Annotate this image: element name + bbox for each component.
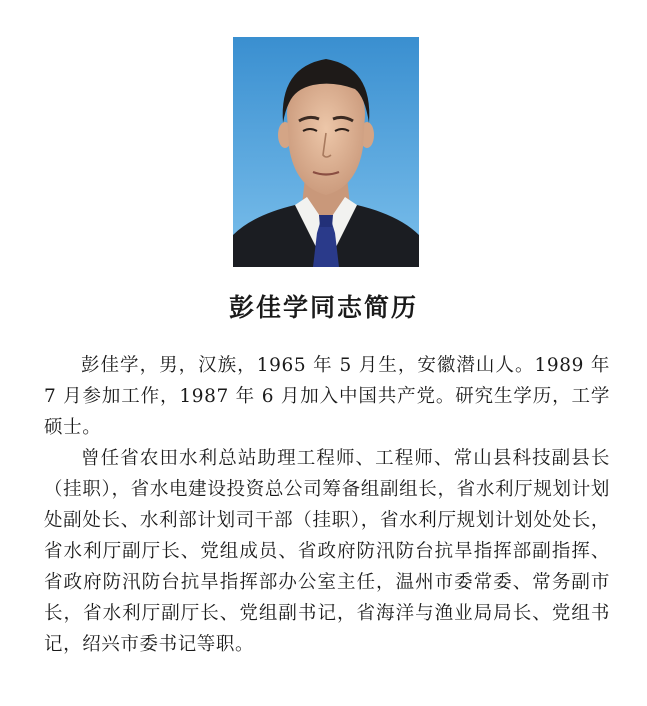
paragraph-basic-info: 彭佳学，男，汉族，1965 年 5 月生，安徽潜山人。1989 年 7 月参加工作，1987 年 6 月加入中国共产党。研究生学历，工学硕士。 <box>44 355 610 438</box>
resume-body <box>44 350 610 660</box>
tie-knot <box>319 215 333 227</box>
paragraph-career: 曾任省农田水利总站助理工程师、工程师、常山县科技副县长（挂职），省水电建设投资总公司筹备组副组长，省水利厅规划计划处副处长、水利部计划司干部（挂职），省水利厅规划计划处处长，省水利厅副厅长、党组成员、省政府防汛防台抗旱指挥部副指挥、省政府防汛防台抗旱指挥部办公室主任，温州市委常委、常务副市长，省水利厅副厅长、党组副书记，省海洋与渔业局局长、党组书记，绍兴市委书记等职。 <box>44 448 610 655</box>
page-title: 彭佳学同志简历 <box>228 293 418 322</box>
portrait-photo <box>233 37 419 267</box>
portrait-illustration <box>233 37 419 267</box>
